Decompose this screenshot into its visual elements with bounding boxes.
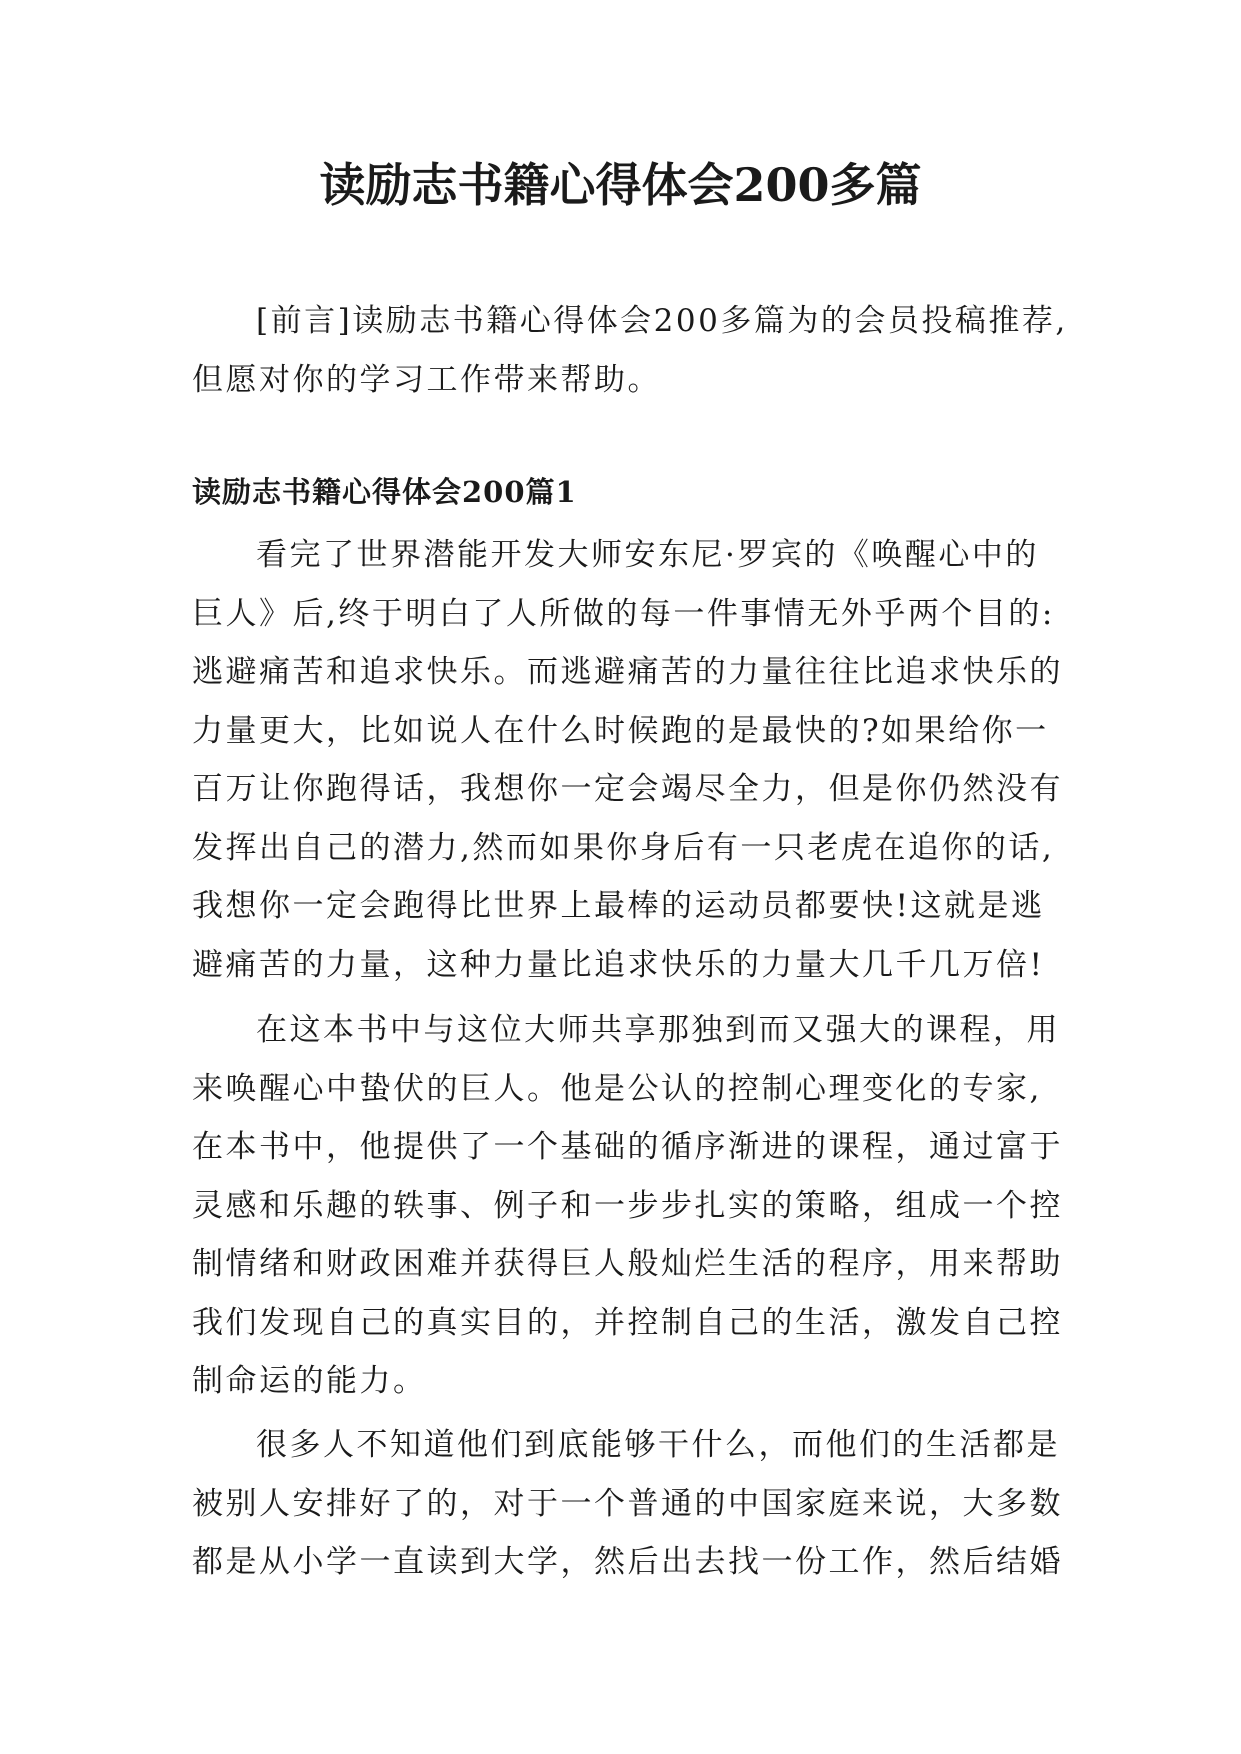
body-paragraph-2	[192, 1001, 1072, 1411]
paragraph-line: 我想你一定会跑得比世界上最棒的运动员都要快!这就是逃	[192, 888, 1045, 924]
section-heading: 读励志书籍心得体会200篇1	[192, 475, 577, 509]
document-title: 读励志书籍心得体会200多篇	[319, 158, 922, 212]
preface-line: 但愿对你的学习工作带来帮助。	[192, 361, 661, 398]
paragraph-line: 来唤醒心中蛰伏的巨人。他是公认的控制心理变化的专家,	[192, 1070, 1042, 1107]
paragraph-line: 我们发现自己的真实目的，并控制自己的生活，激发自己控	[192, 1304, 1063, 1341]
paragraph-line: 避痛苦的力量，这种力量比追求快乐的力量大几千几万倍!	[192, 946, 1045, 983]
paragraph-line: 灵感和乐趣的轶事、例子和一步步扎实的策略，组成一个控	[192, 1187, 1063, 1224]
preface-line: [前言]读励志书籍心得体会200多篇为的会员投稿推荐,	[256, 303, 1068, 339]
paragraph-line: 力量更大，比如说人在什么时候跑的是最快的?如果给你一	[192, 712, 1049, 749]
paragraph-line: 制情绪和财政困难并获得巨人般灿烂生活的程序，用来帮助	[192, 1246, 1063, 1282]
paragraph-line: 都是从小学一直读到大学，然后出去找一份工作，然后结婚	[192, 1544, 1063, 1580]
paragraph-line: 很多人不知道他们到底能够干什么，而他们的生活都是	[256, 1427, 1060, 1463]
body-paragraph-3	[192, 1416, 1072, 1592]
paragraph-line: 逃避痛苦和追求快乐。而逃避痛苦的力量往往比追求快乐的	[192, 654, 1063, 690]
paragraph-line: 百万让你跑得话，我想你一定会竭尽全力，但是你仍然没有	[192, 771, 1063, 807]
paragraph-line: 在本书中，他提供了一个基础的循序渐进的课程，通过富于	[192, 1129, 1063, 1165]
preface-paragraph	[192, 292, 1072, 409]
paragraph-line: 发挥出自己的潜力,然而如果你身后有一只老虎在追你的话,	[192, 829, 1055, 866]
paragraph-line: 看完了世界潜能开发大师安东尼·罗宾的《唤醒心中的	[256, 537, 1039, 573]
body-paragraph-1	[192, 526, 1072, 994]
paragraph-line: 在这本书中与这位大师共享那独到而又强大的课程，用	[256, 1012, 1060, 1048]
paragraph-line: 制命运的能力。	[192, 1363, 427, 1399]
paragraph-line: 巨人》后,终于明白了人所做的每一件事情无外乎两个目的:	[192, 595, 1055, 632]
paragraph-line: 被别人安排好了的，对于一个普通的中国家庭来说，大多数	[192, 1485, 1063, 1522]
